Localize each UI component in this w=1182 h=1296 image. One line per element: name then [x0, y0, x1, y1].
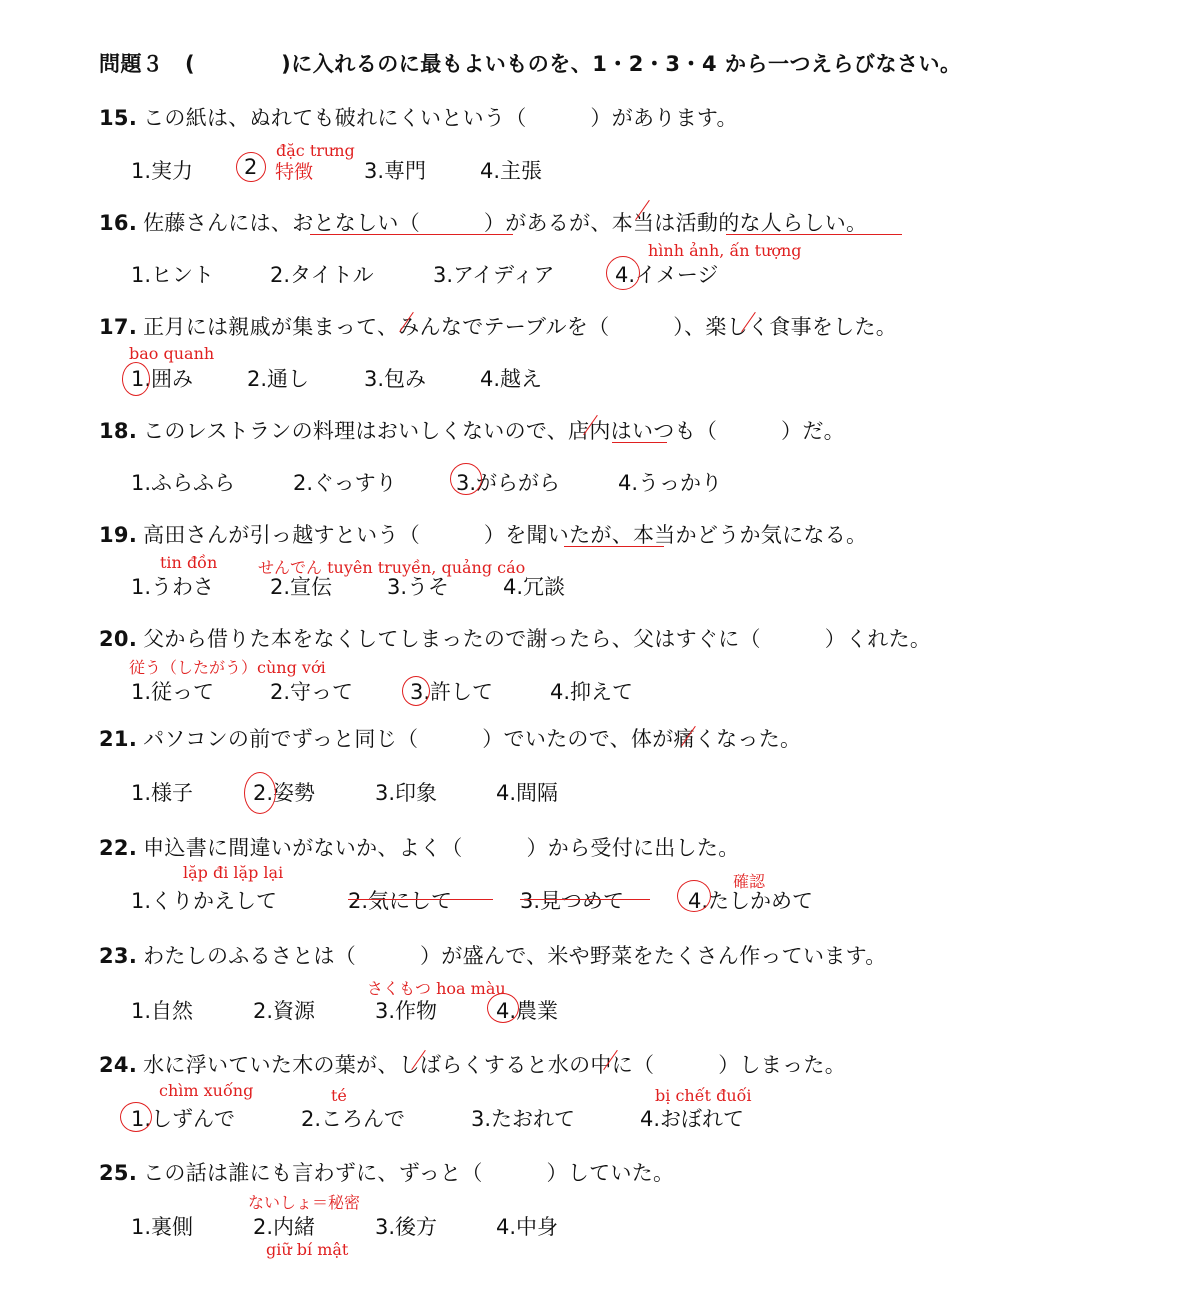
annotation-note: さくもつ hoa màu — [367, 979, 506, 998]
answer-circle — [450, 463, 482, 495]
option-3[interactable]: 3.印象 — [375, 781, 438, 805]
option-4[interactable]: 4.イメージ — [615, 263, 719, 287]
option-3[interactable]: 3.がらがら — [456, 471, 561, 495]
question-text: 佐藤さんには、おとなしい（ ）があるが、本当は活動的な人らしい。 — [143, 211, 868, 235]
annotation-note: chìm xuống — [159, 1081, 254, 1100]
option-2[interactable]: 2.タイトル — [270, 263, 374, 287]
strikethrough-mark — [520, 899, 650, 900]
option-2[interactable]: 2.内緒 — [253, 1215, 316, 1239]
question-number: 24. — [99, 1053, 138, 1077]
question-number: 23. — [99, 944, 138, 968]
option-3[interactable]: 3.アイディア — [433, 263, 555, 287]
annotation-note: lặp đi lặp lại — [183, 863, 284, 882]
answer-circle — [402, 676, 430, 706]
option-1[interactable]: 1.従って — [131, 680, 215, 704]
question-number: 25. — [99, 1161, 138, 1185]
annotation-note: 特徴 — [275, 161, 314, 183]
option-3[interactable]: 3.うそ — [387, 575, 450, 599]
annotation-note: 確認 — [733, 872, 766, 891]
option-4[interactable]: 4.農業 — [496, 999, 559, 1023]
annotation-note: bị chết đuối — [655, 1086, 752, 1105]
underline-mark — [726, 234, 902, 235]
option-3[interactable]: 3.専門 — [364, 159, 427, 183]
option-3[interactable]: 3.包み — [364, 367, 427, 391]
answer-circle — [236, 152, 266, 182]
question-20 — [99, 623, 931, 653]
option-2[interactable]: 2.姿勢 — [253, 781, 316, 805]
question-text: このレストランの料理はおいしくないので、店内はいつも（ ）だ。 — [143, 419, 845, 443]
question-number: 20. — [99, 627, 138, 651]
question-text: パソコンの前でずっと同じ（ ）でいたので、体が痛くなった。 — [143, 727, 802, 751]
question-21 — [99, 723, 801, 753]
option-3[interactable]: 3.たおれて — [471, 1107, 576, 1131]
question-text: この話は誰にも言わずに、ずっと（ ）していた。 — [143, 1161, 675, 1185]
option-3[interactable]: 3.許して — [410, 680, 494, 704]
answer-circle — [606, 256, 640, 290]
annotation-note: 従う（したがう）cùng với — [129, 658, 326, 677]
option-1[interactable]: 1.囲み — [131, 367, 194, 391]
option-4[interactable]: 4.越え — [480, 367, 543, 391]
option-3[interactable]: 3.後方 — [375, 1215, 438, 1239]
option-2[interactable]: 2.気にして — [348, 889, 453, 913]
option-1[interactable]: 1.くりかえして — [131, 889, 278, 913]
option-1[interactable]: 1.ふらふら — [131, 471, 236, 495]
option-2[interactable]: 2.ころんで — [301, 1107, 406, 1131]
question-text: わたしのふるさとは（ ）が盛んで、米や野菜をたくさん作っています。 — [143, 944, 887, 968]
option-2[interactable]: 2.通し — [247, 367, 310, 391]
question-number: 15. — [99, 106, 138, 130]
option-4[interactable]: 4.抑えて — [550, 680, 634, 704]
option-4[interactable]: 4.中身 — [496, 1215, 559, 1239]
option-1[interactable]: 1.しずんで — [131, 1107, 236, 1131]
option-1[interactable]: 1.自然 — [131, 999, 194, 1023]
question-number: 17. — [99, 315, 138, 339]
option-1[interactable]: 1.裏側 — [131, 1215, 194, 1239]
question-number: 21. — [99, 727, 138, 751]
underline-mark — [564, 546, 664, 547]
question-text: この紙は、ぬれても破れにくいという（ ）があります。 — [143, 106, 738, 130]
option-2[interactable]: 2.ぐっすり — [293, 471, 397, 495]
option-1[interactable]: 1.ヒント — [131, 263, 215, 287]
annotation-note: hình ảnh, ấn tượng — [648, 241, 802, 260]
option-2[interactable]: 2.資源 — [253, 999, 316, 1023]
question-25 — [99, 1157, 674, 1187]
answer-circle — [122, 362, 150, 396]
option-4[interactable]: 4.間隔 — [496, 781, 559, 805]
underline-mark — [612, 442, 667, 443]
question-text: 父から借りた本をなくしてしまったので謝ったら、父はすぐに（ ）くれた。 — [143, 627, 932, 651]
question-18 — [99, 415, 845, 445]
option-4[interactable]: 4.冗談 — [503, 575, 566, 599]
annotation-note: bao quanh — [129, 344, 215, 363]
question-17 — [99, 311, 897, 341]
instruction-heading: 問題３ ( )に入れるのに最もよいものを、1・2・3・4 から一つえらびなさい。 — [99, 52, 962, 76]
answer-circle — [677, 880, 711, 912]
annotation-note: ないしょ＝秘密 — [248, 1193, 361, 1212]
answer-circle — [487, 993, 519, 1023]
option-1[interactable]: 1.うわさ — [131, 575, 215, 599]
question-text: 高田さんが引っ越すという（ ）を聞いたが、本当かどうか気になる。 — [143, 523, 868, 547]
answer-circle — [244, 772, 276, 814]
question-23 — [99, 940, 887, 970]
option-4[interactable]: 4.うっかり — [618, 471, 723, 495]
annotation-note: tin đồn — [160, 553, 218, 572]
annotation-note: giữ bí mật — [266, 1240, 349, 1259]
annotation-note: đặc trưng — [276, 141, 355, 160]
question-22 — [99, 832, 740, 862]
option-4[interactable]: 4.主張 — [480, 159, 543, 183]
question-number: 22. — [99, 836, 138, 860]
question-24 — [99, 1049, 846, 1079]
question-text: 水に浮いていた木の葉が、しばらくすると水の中に（ ）しまった。 — [143, 1053, 847, 1077]
option-4[interactable]: 4.たしかめて — [688, 889, 814, 913]
option-1[interactable]: 1.実力 — [131, 159, 194, 183]
question-number: 19. — [99, 523, 138, 547]
strikethrough-mark — [348, 899, 493, 900]
question-number: 16. — [99, 211, 138, 235]
question-text: 申込書に間違いがないか、よく（ ）から受付に出した。 — [143, 836, 740, 860]
option-1[interactable]: 1.様子 — [131, 781, 194, 805]
annotation-note: せんでん tuyên truyền, quảng cáo — [258, 558, 526, 577]
option-3[interactable]: 3.作物 — [375, 999, 438, 1023]
option-3[interactable]: 3.見つめて — [520, 889, 625, 913]
question-15 — [99, 102, 738, 132]
option-2[interactable]: 2.宣伝 — [270, 575, 333, 599]
question-text: 正月には親戚が集まって、みんなでテーブルを（ ）、楽しく食事をした。 — [143, 315, 898, 339]
underline-mark — [310, 234, 513, 235]
question-16 — [99, 207, 867, 237]
question-19 — [99, 519, 867, 549]
option-2[interactable]: 2 — [244, 155, 258, 179]
answer-circle — [120, 1102, 152, 1132]
question-number: 18. — [99, 419, 138, 443]
option-2[interactable]: 2.守って — [270, 680, 354, 704]
option-4[interactable]: 4.おぼれて — [640, 1107, 745, 1131]
annotation-note: té — [331, 1086, 347, 1105]
